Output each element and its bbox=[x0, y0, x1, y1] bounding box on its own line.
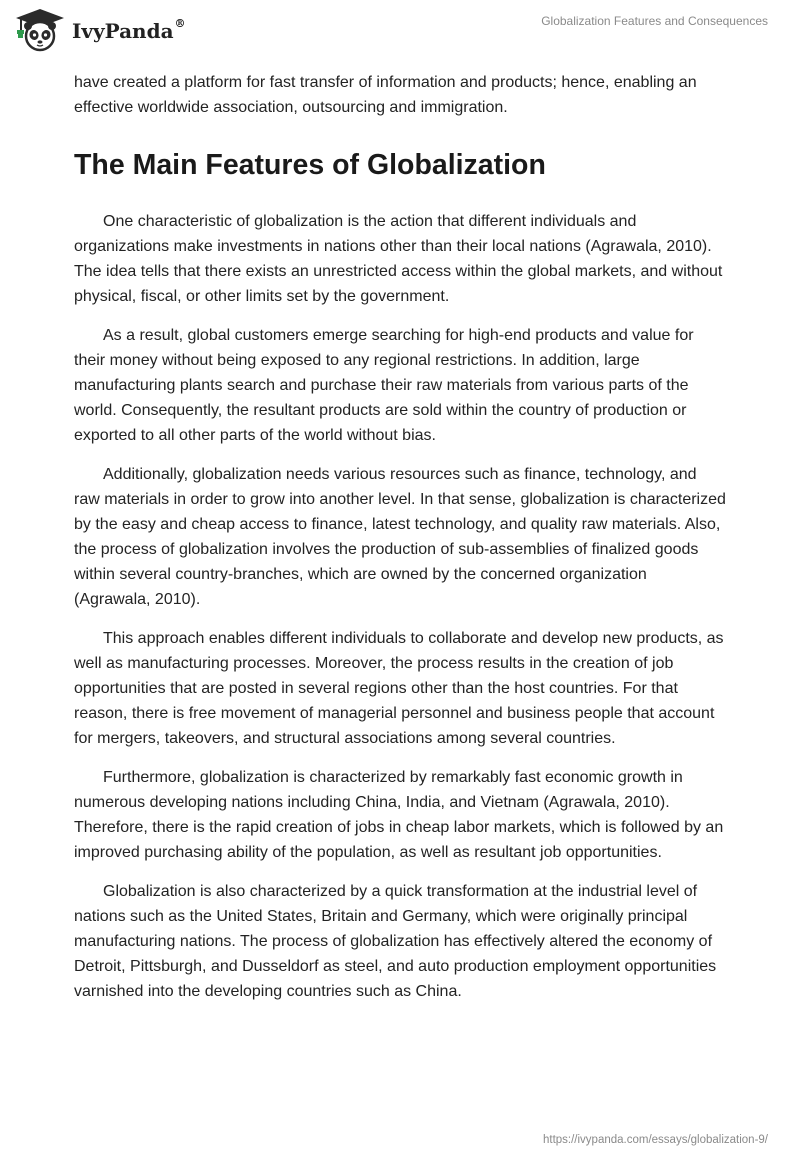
document-title: Globalization Features and Consequences bbox=[541, 14, 768, 28]
page-header bbox=[0, 0, 800, 60]
essay-content bbox=[74, 70, 726, 1018]
source-url[interactable]: https://ivypanda.com/essays/globalization-9/ bbox=[542, 1134, 768, 1146]
paragraph-1: One characteristic of globalization is the action that different individuals and organizations make investments in nations other than their local nations (Agrawala, 2010). The idea tells that there exists an unrestricted access within the global markets, and without physical, fiscal, or other limits set by the government. bbox=[74, 213, 723, 305]
brand-name: IvyPanda® bbox=[72, 17, 186, 43]
paragraph-6: Globalization is also characterized by a quick transformation at the industrial level of nations such as the United States, Britain and Germany, which were originally principal manufacturing nations. The process of globalization has effectively altered the economy of Detroit, Pittsburgh, and Dusseldorf as steel, and auto production employment opportunities varnished into the developing countries such as China. bbox=[74, 883, 717, 1000]
paragraph-2: As a result, global customers emerge searching for high-end products and value for their money without being exposed to any regional restrictions. In addition, large manufacturing plants search and purchase their raw materials from various parts of the world. Consequently, the resultant products are sold within the country of production or exported to all other parts of the world without bias. bbox=[74, 327, 694, 444]
paragraph-4: This approach enables different individuals to collaborate and develop new products, as well as manufacturing processes. Moreover, the process results in the creation of job opportunities that are posted in several regions other than the host countries. For that reason, there is free movement of managerial personnel and business people that account for mergers, takeovers, and structural associations among several countries. bbox=[74, 630, 724, 747]
panda-graduate-icon bbox=[14, 7, 66, 53]
brand-logo[interactable] bbox=[14, 7, 186, 53]
paragraph-5: Furthermore, globalization is characterized by remarkably fast economic growth in numerous developing nations including China, India, and Vietnam (Agrawala, 2010). Therefore, there is the rapid creation of jobs in cheap labor markets, which is followed by an improved purchasing ability of the population, as well as resultant job opportunities. bbox=[74, 769, 724, 861]
lead-paragraph: have created a platform for fast transfer of information and products; hence, enabling an effective worldwide association, outsourcing and immigration. bbox=[74, 74, 697, 116]
section-heading: The Main Features of Globalization bbox=[74, 149, 546, 181]
paragraph-3: Additionally, globalization needs various resources such as finance, technology, and raw materials in order to grow into another level. In that sense, globalization is characterized by the easy and cheap access to finance, latest technology, and quality raw materials. Also, the process of globalization involves the production of sub-assemblies of finalized goods within several country-branches, which are owned by the concerned organization (Agrawala, 2010). bbox=[74, 466, 726, 608]
